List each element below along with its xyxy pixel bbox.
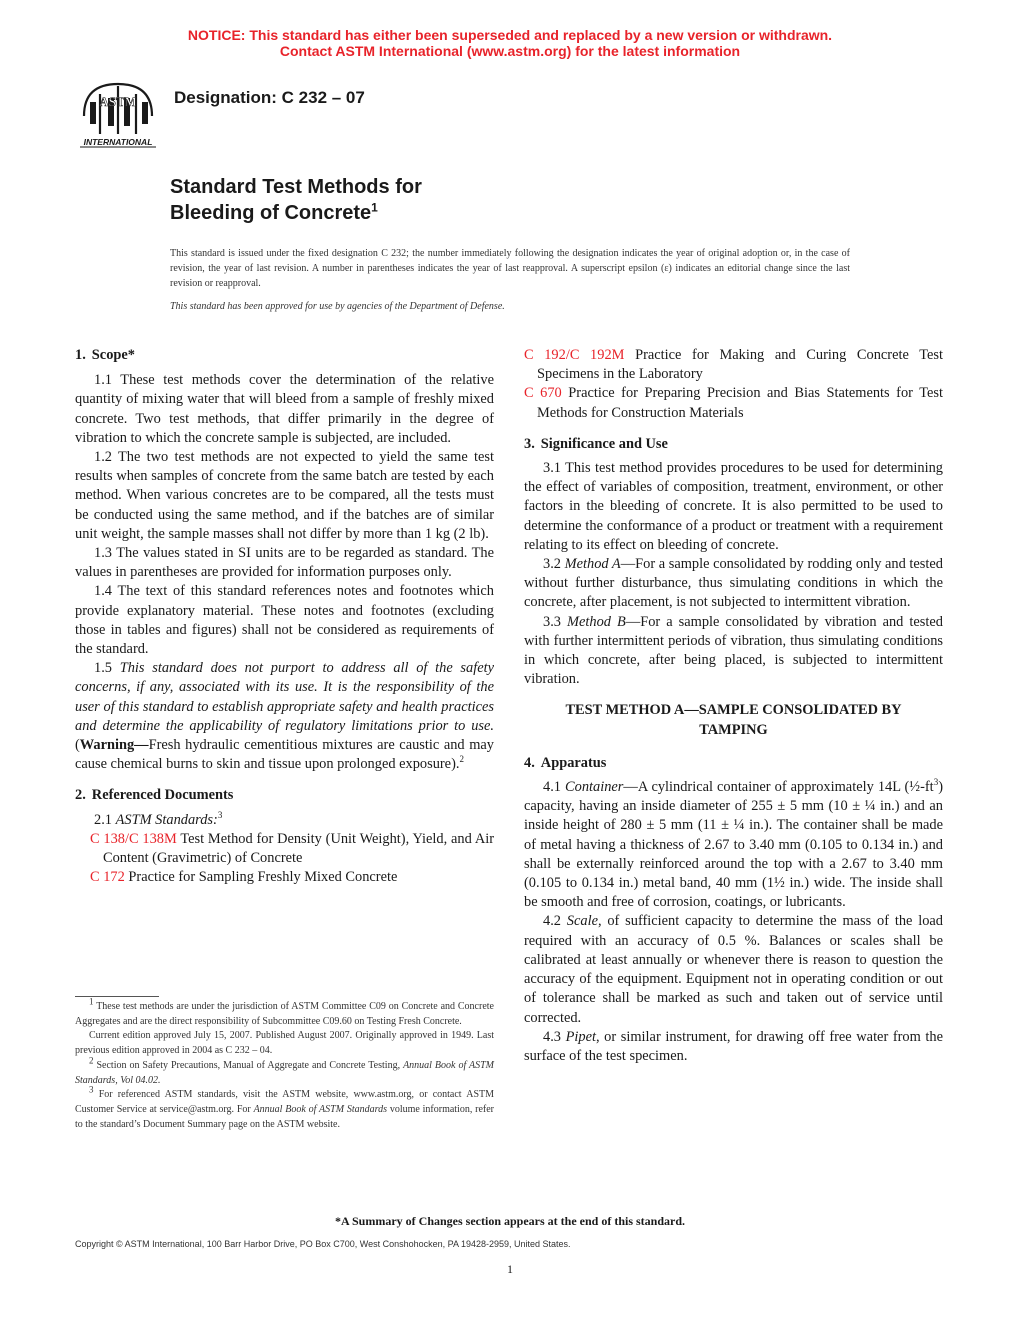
section-3-heading: 3. Significance and Use [524,435,668,452]
reference-code[interactable]: C 172 [90,869,125,886]
footnote-1-edition: Current edition approved July 15, 2007. Published August 2007. Originally approved in 1949. Last previous edition approved in 2004 as C 232 – 04. [75,1030,494,1057]
para-3-3: 3.3 Method B—For a sample consolidated by vibration and tested with further intermittent periods of vibration, thus simulating conditions in which concrete, after being placed, is subjected to intermittent vibration. [524,613,943,688]
notice-line-2: Contact ASTM International (www.astm.org) for the latest information [279,43,741,59]
page-number: 1 [507,1262,513,1276]
footnote-1: $^1$ These test methods are under the jurisdiction of ASTM Committee C09 on Concrete and Concrete Aggregates and are the direct responsibility of Subcommittee C09.60 on Testing Fresh Concrete. [75,996,494,1027]
withdrawal-notice [0,27,1020,59]
copyright: Copyright © ASTM International, 100 Barr Harbor Drive, PO Box C700, West Conshohocken, PA 19428-2959, United States. [75,1239,571,1249]
left-column [75,346,494,887]
para-1-1: 1.1 These test methods cover the determination of the relative quantity of mixing water that will bleed from a sample of freshly mixed concrete. Two test methods, that differ primarily in the degree of vibration to which the concrete sample is subjected, are included. [75,372,494,446]
section-2-heading: 2. Referenced Documents [75,787,234,804]
para-2-1: 2.1 ASTM Standards:$^3$ [94,809,223,828]
footnote-2: $^2$ Section on Safety Precautions, Manual of Aggregate and Concrete Testing, Annual Book of ASTM Standards, Vol 04.02. [75,1055,495,1086]
para-3-2: 3.2 Method A—For a sample consolidated by rodding only and tested without further disturbance, thus simulating conditions in which the concrete, after placement, is not subjected to intermittent vibration. [524,556,943,611]
document-title [170,174,422,226]
title-line-2: Bleeding of Concrete$^1$ [170,200,378,224]
reference-code[interactable]: C 138/C 138M [90,830,177,847]
para-4-1: 4.1 Container—A cylindrical container of approximately 14L $(\frac{1}{2}-ft^3)$ capacity, having an inside diameter of 255 ± 5 mm (10 ± ¼ in.) and an inside height of 280 ± 5 mm (11 ± ¼ in.). The container shall be made of metal having a thickness of 2.67 to 3.40 mm (0.105 to 0.134 in.) and shall be externally reinforced around the top with a 2.67 to 3.40 mm (0.105 to 0.134 in.) metal band, 40 mm (1½ in.) wide. The inside shall be smooth and free of corrosion, coatings, or lubricants. [524,777,943,911]
footnotes [75,996,494,1132]
test-method-a-heading: TEST METHOD A—SAMPLE CONSOLIDATED BY TAMPING [565,702,902,738]
footnote-3: $^3$ For referenced ASTM standards, visit the ASTM website, www.astm.org, or contact ASTM Customer Service at service@astm.org. For Annual Book of ASTM Standards volume information, refer to the standard’s Document Summary page on the ASTM website. [75,1084,495,1130]
para-1-5: 1.5 This standard does not purport to address all of the safety concerns, if any, associated with its use. It is the responsibility of the user of this standard to establish appropriate safety and health practices and determine the applicability of regulatory limitations prior to use. (Warning—Fresh hydraulic cementitious mixtures are caustic and may cause chemical burns to skin and tissue upon prolonged exposure).$^2$ [75,660,494,773]
reference-code[interactable]: C 670 [524,385,562,402]
notice-line-1: NOTICE: This standard has either been superseded and replaced by a new version or withdrawn. [187,27,833,43]
summary-of-changes-note: *A Summary of Changes section appears at the end of this standard. [334,1214,686,1228]
logo-subtext: INTERNATIONAL [83,137,153,147]
section-4-heading: 4. Apparatus [524,754,607,771]
para-3-1: 3.1 This test method provides procedures to be used for determining the effect of variables of composition, treatment, environment, or other factors in the bleeding of concrete. It is also permitted to be used to determine the conformance of a product or treatment with a requirement relating to its effect on bleeding of concrete. [524,460,943,553]
reference-c192[interactable]: C 192/C 192M Practice for Making and Curing Concrete Test Specimens in the Laboratory [524,347,943,383]
para-4-2: 4.2 Scale, of sufficient capacity to determine the mass of the load required with an accuracy of 0.5 %. Balances or scales shall be calibrated at least annually or whenever there is reason to question the accuracy of the equipment. Equipment not in operating condition or out of tolerance shall be marked as such and taken out of service until corrected. [524,913,943,1026]
para-1-3: 1.3 The values stated in SI units are to be regarded as standard. The values in parentheses are provided for information purposes only. [75,545,494,581]
logo-text: ASTM [99,94,137,109]
title-line-1: Standard Test Methods for [170,176,422,198]
defense-approval-note: This standard has been approved for use by agencies of the Department of Defense. [170,301,505,312]
para-1-4: 1.4 The text of this standard references notes and footnotes which provide explanatory material. These notes and footnotes (excluding those in tables and figures) shall not be considered as requirements of the standard. [75,583,494,658]
designation: Designation: C 232 – 07 [174,88,365,107]
reference-code[interactable]: C 192/C 192M [524,347,625,363]
reference-c172[interactable]: C 172 Practice for Sampling Freshly Mixed Concrete [90,869,398,886]
reference-c138[interactable]: C 138/C 138M Test Method for Density (Unit Weight), Yield, and Air Content (Gravimetric) of Concrete [90,830,495,867]
right-column [524,346,943,1066]
para-4-3: 4.3 Pipet, or similar instrument, for drawing off free water from the surface of the test specimen. [524,1028,943,1064]
section-1-heading: 1. Scope* [75,347,135,363]
reference-c670[interactable]: C 670 Practice for Preparing Precision and Bias Statements for Test Methods for Construction Materials [524,385,943,421]
para-1-2: 1.2 The two test methods are not expected to yield the same test results when samples of concrete from the same batch are tested by each method. When various concretes are to be compared, all the tests must be conducted using the same method, and if the batches are of similar unit weight, the sample masses shall not differ by more than 1 kg (2 lb). [75,449,494,542]
title-footnote-mark: 1 [371,200,378,215]
astm-logo [76,76,160,148]
issuance-note: This standard is issued under the fixed designation C 232; the number immediately following the designation indicates the year of original adoption or, in the case of revision, the year of last revision. A number in parentheses indicates the year of last reapproval. A superscript epsilon (ε) indicates an editorial change since the last revision or reapproval. [170,248,850,289]
